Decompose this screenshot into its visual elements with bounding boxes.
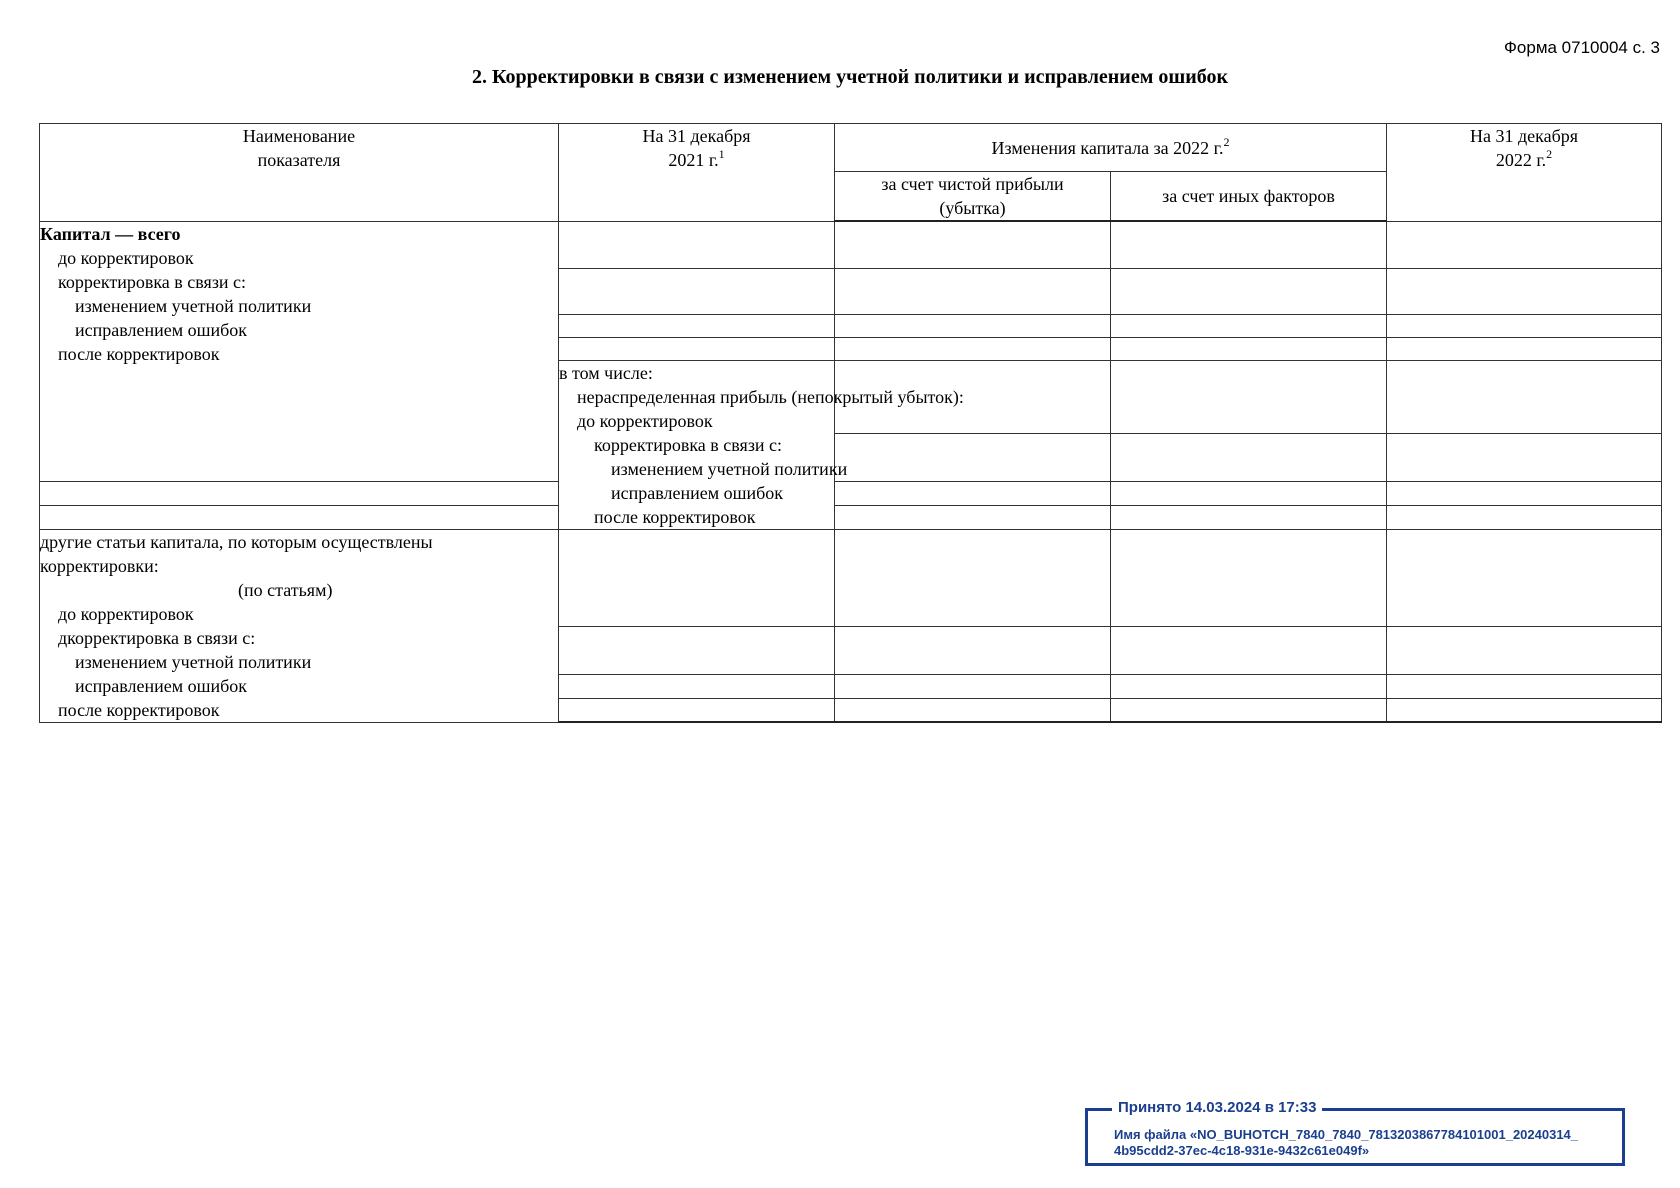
data-cell — [1111, 627, 1387, 675]
data-cell — [835, 337, 1111, 360]
footnote-mark: 2 — [1223, 134, 1230, 149]
data-cell — [1387, 434, 1662, 482]
data-cell — [1111, 529, 1387, 627]
row-label: исправлением ошибок — [75, 319, 248, 340]
data-cell — [1111, 337, 1387, 360]
row-label: исправлением ошибок — [611, 482, 784, 503]
col-header-other — [1111, 172, 1387, 222]
col-header-changes-text: Изменения капитала за 2022 г. — [991, 137, 1224, 158]
col-header-end-line2 — [1387, 148, 1661, 172]
data-cell — [559, 314, 835, 337]
data-cell — [1111, 675, 1387, 699]
data-cell — [1111, 314, 1387, 337]
footnote-mark: 2 — [1546, 147, 1553, 161]
data-cell — [1111, 505, 1387, 529]
table-row — [40, 481, 1662, 505]
col-header-start — [559, 124, 835, 222]
col-header-end-year: 2022 г. — [1495, 150, 1547, 170]
data-cell — [559, 698, 835, 722]
col-header-changes — [835, 124, 1387, 172]
data-cell — [835, 434, 1111, 482]
data-cell — [835, 481, 1111, 505]
row-label: другие статьи капитала, по которым осуществлены — [40, 531, 433, 552]
data-cell — [559, 627, 835, 675]
data-cell — [835, 505, 1111, 529]
row-label: до корректировок — [58, 603, 194, 624]
form-code: Форма 0710004 с. 3 — [1503, 38, 1660, 57]
section1-label — [40, 221, 559, 481]
row-label: (по статьям) — [238, 579, 333, 600]
col-header-profit-line2: (убытка) — [939, 198, 1006, 218]
table-row — [40, 529, 1662, 627]
row-label: исправлением ошибок — [75, 675, 248, 696]
data-cell — [835, 698, 1111, 722]
row-label: после корректировок — [58, 699, 220, 720]
row-label: в том числе: — [559, 362, 653, 383]
section3-label — [40, 529, 559, 722]
acceptance-stamp — [1085, 1099, 1625, 1166]
data-cell — [1387, 505, 1662, 529]
row-label: до корректировок — [577, 410, 713, 431]
col-header-start-line1: На 31 декабря — [642, 126, 751, 146]
data-cell — [1387, 221, 1662, 268]
table-row — [40, 505, 1662, 529]
data-cell — [1111, 268, 1387, 314]
data-cell — [835, 627, 1111, 675]
col-header-profit — [835, 172, 1111, 222]
row-label: корректировка в связи с: — [58, 271, 247, 292]
data-cell — [835, 529, 1111, 627]
data-cell — [1387, 627, 1662, 675]
stamp-line: Имя файла «NO_BUHOTCH_7840_7840_7813203867784101001_20240314_ — [1114, 1127, 1579, 1142]
row-label: нераспределенная прибыль (непокрытый убыток): — [577, 386, 964, 407]
data-cell — [40, 481, 559, 505]
data-cell — [559, 529, 835, 627]
col-header-name-line1: Наименование — [242, 126, 356, 146]
col-header-name — [40, 124, 559, 222]
stamp-title: Принято 14.03.2024 в 17:33 — [1112, 1099, 1322, 1116]
col-header-profit-line1: за счет чистой прибыли — [881, 174, 1064, 194]
table-row — [40, 221, 1662, 268]
col-header-other-text: за счет иных факторов — [1162, 186, 1335, 206]
row-label: до корректировок — [58, 247, 194, 268]
data-cell — [1111, 481, 1387, 505]
row-label: изменением учетной политики — [75, 295, 312, 316]
data-cell — [1387, 675, 1662, 699]
data-cell — [559, 675, 835, 699]
col-header-name-line2: показателя — [257, 150, 341, 170]
data-cell — [1111, 221, 1387, 268]
data-cell — [1111, 360, 1387, 434]
col-header-end — [1387, 124, 1662, 222]
data-cell — [1387, 360, 1662, 434]
data-cell — [1111, 434, 1387, 482]
row-label: дкорректировка в связи с: — [58, 627, 256, 648]
col-header-end-line1: На 31 декабря — [1469, 126, 1579, 146]
data-cell — [835, 221, 1111, 268]
stamp-filename — [1114, 1127, 1578, 1159]
row-label: после корректировок — [594, 506, 756, 527]
data-cell — [1111, 698, 1387, 722]
data-cell — [835, 268, 1111, 314]
data-cell — [1387, 337, 1662, 360]
data-cell — [559, 337, 835, 360]
row-label: корректировки: — [40, 555, 159, 576]
data-cell — [1387, 529, 1662, 627]
row-label: изменением учетной политики — [611, 458, 848, 479]
corrections-table — [39, 123, 1662, 723]
row-label: корректировка в связи с: — [594, 434, 783, 455]
section2-label — [559, 360, 964, 529]
row-label: после корректировок — [58, 343, 220, 364]
page-title: 2. Корректировки в связи с изменением учетной политики и исправлением ошибок — [471, 66, 1228, 88]
data-cell — [1387, 268, 1662, 314]
data-cell — [559, 268, 835, 314]
data-cell — [559, 221, 835, 268]
row-label: изменением учетной политики — [75, 651, 312, 672]
stamp-line: 4b95cdd2-37ec-4c18-931e-9432c61e049f» — [1114, 1143, 1370, 1158]
header-row-1 — [40, 124, 1662, 172]
col-header-start-year: 2021 г. — [668, 150, 719, 170]
data-cell — [835, 314, 1111, 337]
data-cell — [835, 675, 1111, 699]
data-cell — [1387, 314, 1662, 337]
data-cell — [1387, 698, 1662, 722]
row-label: Капитал — всего — [40, 223, 181, 244]
col-header-start-line2 — [559, 148, 834, 172]
footnote-mark: 1 — [718, 147, 725, 161]
data-cell — [40, 505, 559, 529]
data-cell — [1387, 481, 1662, 505]
